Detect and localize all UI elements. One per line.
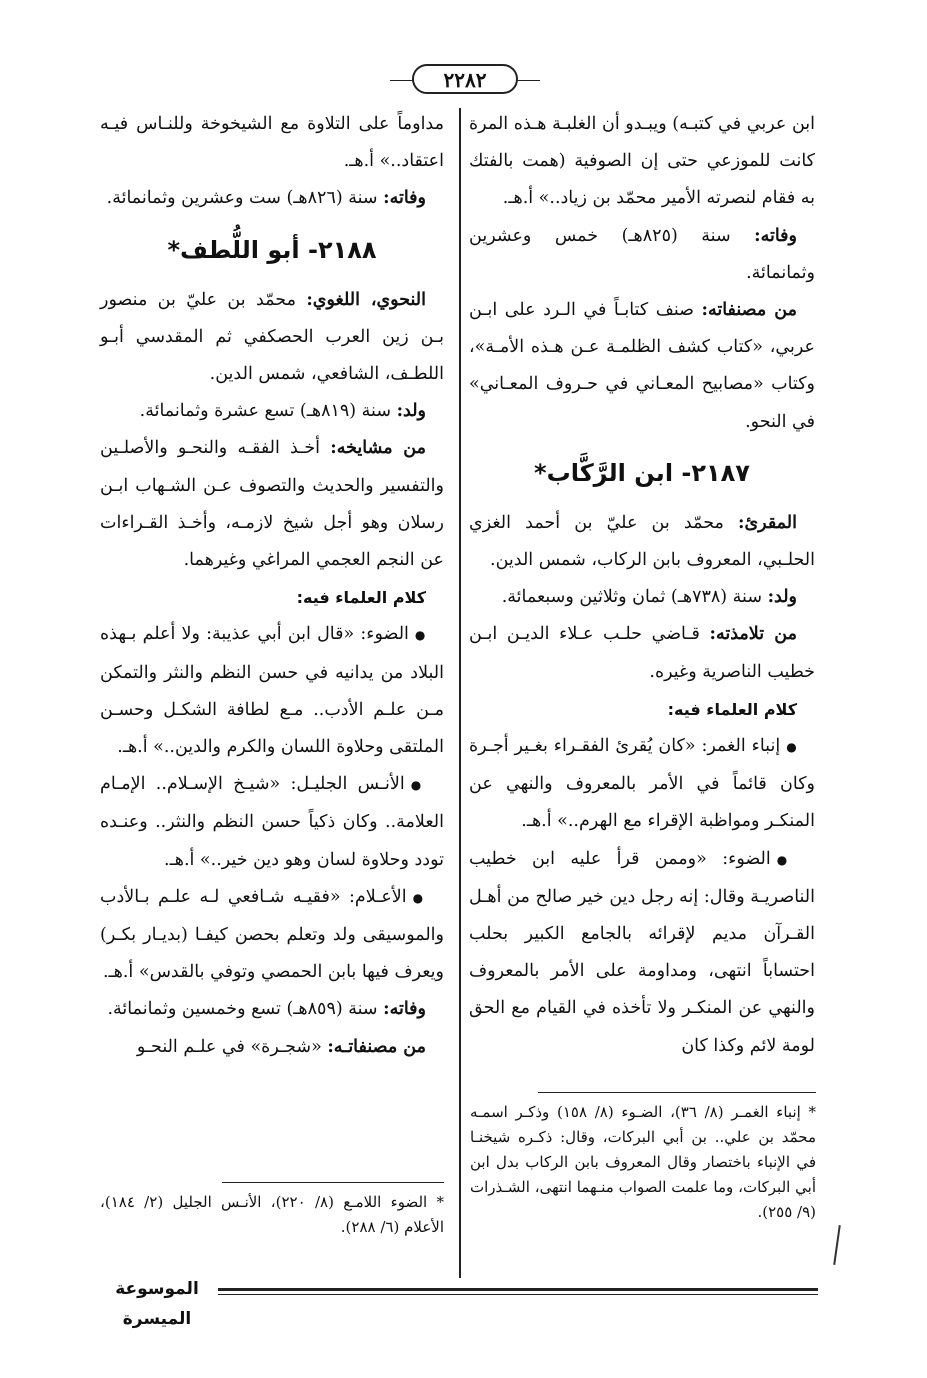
works-label: من مصنفاته: [701, 300, 797, 321]
right-reciter-paragraph [469, 505, 815, 579]
page-number: ٢٢٨٢ [412, 64, 518, 94]
bullet-quote: ● إنباء الغمر: «كان يُقرئ الفقـراء بغـير أجـرة وكان قائماً في الأمر بالمعروف والنهي عن المنكـر ومواظبة الإقراء مع الهرم..» أ.هـ. [469, 728, 815, 841]
reciter-text: محمّد بن عليّ بن أحمد الغزي الحلـبي، المعروف بابن الركاب، شمس الدين. [469, 512, 815, 571]
scholars-subheading: كلام العلماء فيه: [667, 699, 797, 719]
entry-heading-2188: ٢١٨٨- أبو اللُّطف* [167, 235, 377, 264]
page-number-wrap [0, 60, 927, 100]
bullet-quote: ● الضوء: «قال ابن أبي عذيبة: ولا أعلم بـهذه البلاد من يدانيه في حسن النظم والنثر والتمكن مـن علـم الأدب.. مـع لطافة الشكـل وحسـن الملتقى وحلاوة اللسان والكرم والدين..» أ.هـ. [100, 616, 444, 766]
right-students-paragraph [469, 616, 815, 690]
left-teachers-paragraph [100, 430, 444, 579]
death-text: سنة (٨٥٩هـ) تسع وخمسين وثمانمائة. [107, 999, 384, 1020]
footer-rule-thin [218, 1294, 818, 1295]
right-footnote-rule [538, 1092, 816, 1093]
reciter-label: المقرئ: [738, 512, 797, 533]
right-column [469, 106, 815, 1065]
footer-title: الموسوعة الميسرة [115, 1279, 199, 1329]
teachers-text: أخـذ الفقـه والنحـو والأصلـين والتفسير والحديث والتصوف عـن الشـهاب ابـن رسلان وهو أجل شيخ لازمـه، وأخـذ القـراءات عن النجم العجمي المراغي وغيرهما. [100, 438, 444, 571]
footer-rule [218, 1288, 818, 1291]
birth-text: سنة (٨١٩هـ) تسع عشرة وثمانمائة. [139, 401, 397, 422]
left-death-paragraph [100, 180, 444, 217]
birth-text: سنة (٧٣٨هـ) ثمان وثلاثين وسبعمائة. [501, 587, 768, 608]
right-birth-paragraph [469, 579, 815, 616]
students-label: من تلامذته: [709, 624, 797, 645]
bullet-quote: ● الأنـس الجليـل: «شيـخ الإسـلام.. الإمـام العلامة.. وكان ذكياً حسن النظم والنثر.. وعنـده تودد وحلاوة لسان وهو دين خير..» أ.هـ. [100, 766, 444, 879]
right-paragraph-1: ابن عربي في كتبـه) ويبـدو أن الغلبـة هـذه المرة كانت للموزعي حتى إن الصوفية (همت بالفتك به فقام لنصرته الأمير محمّد بن زياد..» أ.هـ. [469, 114, 815, 209]
right-death-paragraph [469, 218, 815, 292]
left-footnote: * الضوء اللامـع (٨/ ٢٢٠)، الأنـس الجليل (٢/ ١٨٤)، الأعلام (٦/ ٢٨٨). [100, 1193, 444, 1236]
left-paragraph-1: مداوماً على التلاوة مع الشيخوخة وللنـاس فيـه اعتقاد..» أ.هـ. [100, 114, 444, 172]
bullet-quote: ● الضوء: «وممن قرأ عليه ابن خطيب الناصريـة وقال: إنه رجل دين خير صالح من أهـل القـرآن مديم لإقرائه بالجامع الكبير بحلب احتساباً انتهى، ومداومة على الأمر بالمعروف والنهي عن المنكـر ولا تأخذه في القيام مع الحق لومة لائم وكذا كان [469, 841, 815, 1065]
scholars-subheading: كلام العلماء فيه: [296, 588, 426, 608]
birth-label: ولد: [767, 587, 797, 608]
margin-pen-mark [833, 1225, 841, 1265]
left-footnote-rule [222, 1182, 444, 1183]
left-column [100, 106, 444, 1066]
right-works-paragraph [469, 292, 815, 441]
death-label: وفاته: [383, 188, 426, 209]
death-text: سنة (٨٢٥هـ) خمس وعشرين وثمانمائة. [469, 225, 815, 283]
death-label: وفاته: [383, 999, 426, 1020]
works-text: «شجـرة» في علـم النحـو [136, 1036, 328, 1057]
entry-heading-2187: ٢١٨٧- ابن الرَّكَّاب* [534, 458, 750, 487]
left-death-paragraph-2 [100, 991, 444, 1028]
left-works-paragraph [100, 1029, 444, 1066]
bullet-quote: ● الأعـلام: «فقيـه شـافعي لـه علـم بـالأدب والموسيقى ولد وتعلم بحصن كيفـا (بديـار بكـر) ويعرف فيها بابن الحمصي وتوفي بالقدس» أ.هـ. [100, 879, 444, 992]
right-footnote: * إنباء الغمـر (٨/ ٣٦)، الضـوء (٨/ ١٥٨) وذكـر اسمـه محمّد بن علي.. بن أبي البركات، وقال: ذكـره شيخنـا في الإنباء باختصار وقال المعروف بابن الركاب بدل ابن أبي البركات، وما علمت الصواب منـهما انتهى، الشـذرات (٩/ ٢٥٥). [470, 1103, 817, 1221]
works-text: صنف كتابـاً في الـرد على ابـن عربي، «كتاب كشف الظلمـة عـن هـذه الأمـة»، وكتاب «مصابيح المعـاني في حـروف المعـاني» في النحو. [469, 300, 815, 432]
grammarian-text: محمّد بن عليّ بن منصور بـن زين العرب الحصكفي ثم المقدسي أبـو اللطـف، الشافعي، شمس الدين. [100, 289, 444, 385]
left-grammarian-paragraph [100, 282, 444, 394]
left-birth-paragraph [100, 393, 444, 430]
death-text: سنة (٨٢٦هـ) ست وعشرين وثمانمائة. [106, 188, 384, 209]
birth-label: ولد: [396, 401, 426, 422]
works-label: من مصنفاتـه: [327, 1036, 426, 1057]
teachers-label: من مشايخه: [330, 438, 426, 459]
grammarian-label: النحوي، اللغوي: [306, 289, 426, 310]
students-text: قـاضي حلـب عـلاء الديـن ابـن خطيب الناصرية وغيره. [469, 624, 815, 682]
column-divider [459, 108, 461, 1278]
death-label: وفاته: [754, 225, 797, 246]
